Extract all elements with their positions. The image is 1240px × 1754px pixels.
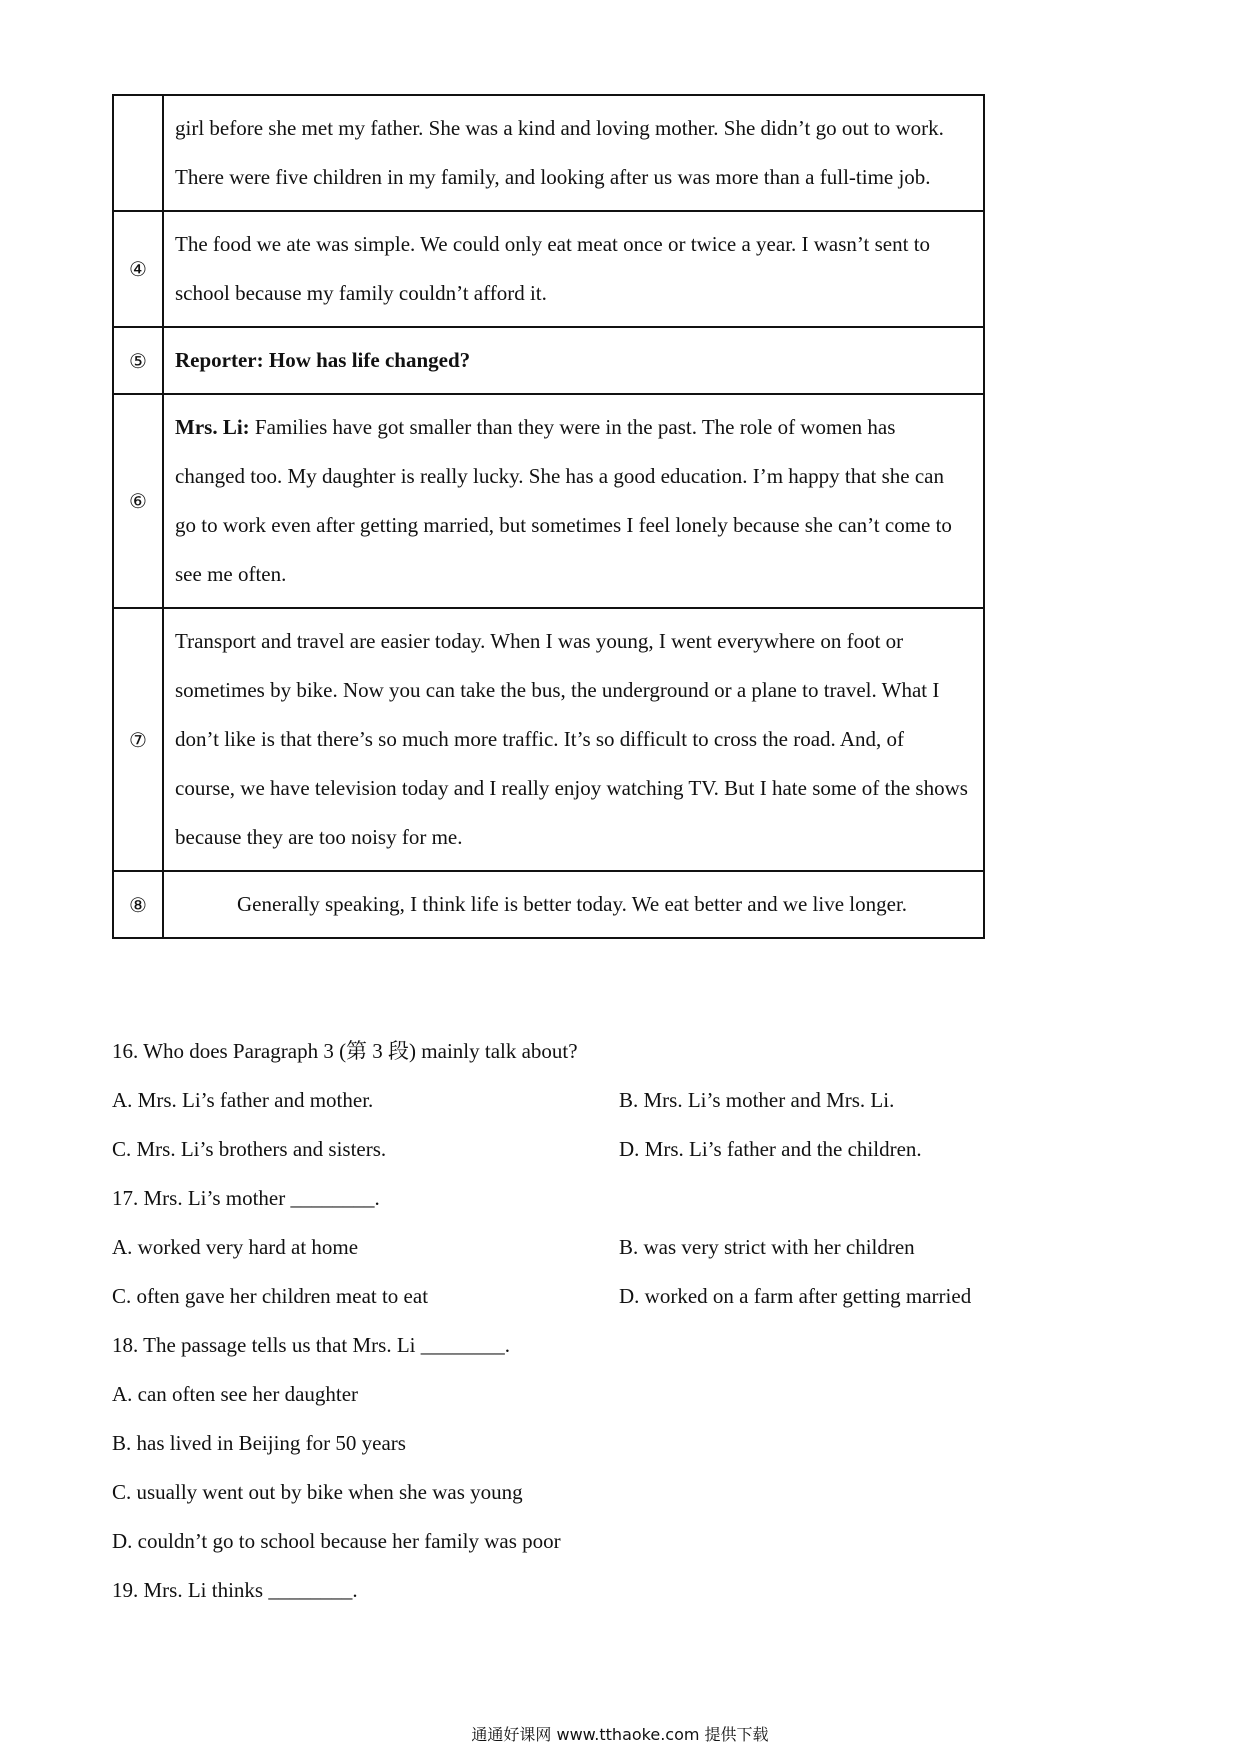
paragraph-text: The food we ate was simple. We could only eat meat once or twice a year. I wasn’t sent to school because my family couldn’t afford it. — [163, 211, 984, 327]
paragraph-text: girl before she met my father. She was a kind and loving mother. She didn’t go out to work. There were five children in my family, and looking after us was more than a full-time job. — [163, 95, 984, 211]
paragraph-text: Transport and travel are easier today. When I was young, I went everywhere on foot or sometimes by bike. Now you can take the bus, the underground or a plane to travel. What I don’t like is that there’s so much more traffic. It’s so difficult to cross the road. And, of course, we have television today and I really enjoy watching TV. But I hate some of the shows because they are too noisy for me. — [163, 608, 984, 871]
table-row — [113, 608, 984, 871]
table-row — [113, 871, 984, 938]
question-stem: 18. The passage tells us that Mrs. Li ________. — [112, 1333, 510, 1357]
option-c[interactable]: C. usually went out by bike when she was young — [112, 1480, 523, 1504]
question-stem: 19. Mrs. Li thinks ________. — [112, 1578, 358, 1602]
question-stem: 17. Mrs. Li’s mother ________. — [112, 1186, 380, 1210]
option-c[interactable]: C. Mrs. Li’s brothers and sisters. — [112, 1137, 387, 1161]
paragraph-text: Generally speaking, I think life is better today. We eat better and we live longer. — [163, 871, 984, 938]
paragraph-number — [113, 95, 163, 211]
option-d[interactable]: D. Mrs. Li’s father and the children. — [619, 1137, 922, 1161]
option-row — [112, 1223, 1012, 1272]
option-b[interactable]: B. has lived in Beijing for 50 years — [112, 1431, 406, 1455]
question-list — [112, 1027, 1012, 1615]
question-stem: 16. Who does Paragraph 3 (第 3 段) mainly talk about? — [112, 1039, 578, 1063]
reporter-question: Reporter: How has life changed? — [163, 327, 984, 394]
option-b[interactable]: B. was very strict with her children — [619, 1235, 915, 1259]
passage-table — [112, 94, 985, 939]
option-row — [112, 1125, 1012, 1174]
paragraph-number: ⑥ — [113, 394, 163, 608]
option-row — [112, 1272, 1012, 1321]
paragraph-number: ⑧ — [113, 871, 163, 938]
option-row — [112, 1076, 1012, 1125]
table-row — [113, 394, 984, 608]
paragraph-text — [163, 394, 984, 608]
table-row — [113, 211, 984, 327]
option-d[interactable]: D. couldn’t go to school because her family was poor — [112, 1529, 561, 1553]
table-row — [113, 327, 984, 394]
paragraph-number: ④ — [113, 211, 163, 327]
option-b[interactable]: B. Mrs. Li’s mother and Mrs. Li. — [619, 1088, 895, 1112]
option-d[interactable]: D. worked on a farm after getting married — [619, 1284, 972, 1308]
paragraph-number: ⑦ — [113, 608, 163, 871]
option-a[interactable]: A. can often see her daughter — [112, 1382, 359, 1406]
table-row — [113, 95, 984, 211]
speaker-label: Mrs. Li: — [175, 415, 250, 439]
option-a[interactable]: A. Mrs. Li’s father and mother. — [112, 1088, 374, 1112]
footer-watermark: 通通好课网 www.tthaoke.com 提供下载 — [471, 1725, 769, 1744]
option-a[interactable]: A. worked very hard at home — [112, 1235, 359, 1259]
speaker-answer: Families have got smaller than they were in the past. The role of women has changed too. My daughter is really lucky. She has a good education. I’m happy that she can go to work even after getting married, but sometimes I feel lonely because she can’t come to see me often. — [175, 415, 952, 586]
paragraph-number: ⑤ — [113, 327, 163, 394]
option-c[interactable]: C. often gave her children meat to eat — [112, 1284, 429, 1308]
